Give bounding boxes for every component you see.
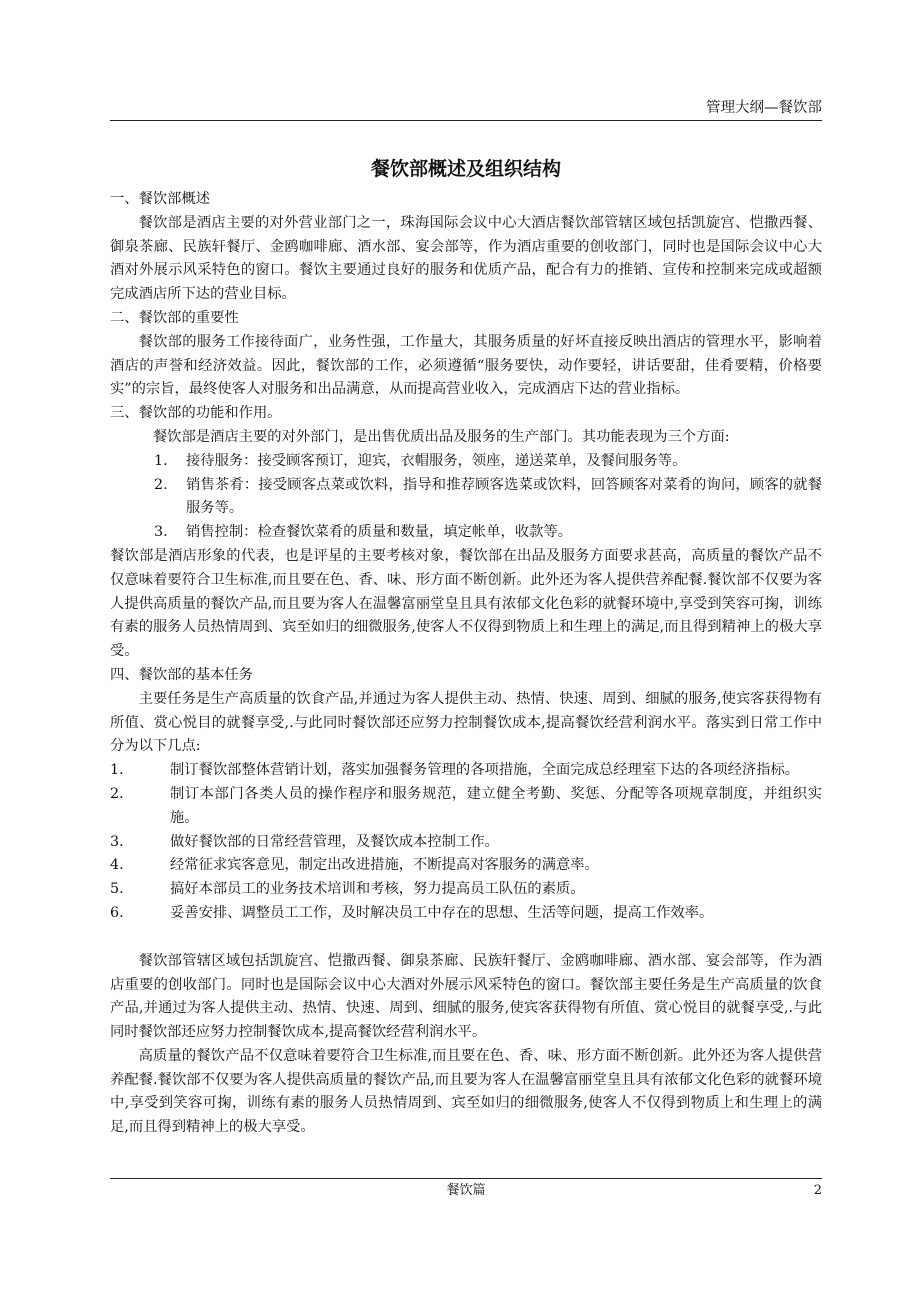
list-text: 销售茶肴：接受顾客点菜或饮料，指导和推荐顾客选菜或饮料，回答顾客对菜肴的询问，顾客的就餐服务等。 xyxy=(186,476,822,517)
section-heading-2: 二、餐饮部的重要性 xyxy=(110,309,239,326)
list-number: 4. xyxy=(110,857,124,874)
list-number: 5. xyxy=(110,881,124,898)
functions-intro: 餐饮部是酒店主要的对外部门，是出售优质出品及服务的生产部门。其功能表现为三个方面: xyxy=(152,428,730,445)
list-text: 制订餐饮部整体营销计划，落实加强餐务管理的各项措施，全面完成总经理室下达的各项经济指标。 xyxy=(170,762,800,779)
task-item xyxy=(110,878,822,902)
section-paragraph-2: 餐饮部的服务工作接待面广，业务性强，工作量大，其服务质量的好坏直接反映出酒店的管理水平，影响着酒店的声誉和经济效益。因此，餐饮部的工作，必须遵循“服务要快，动作要轻，讲话要甜，佳肴要精，价格要实”的宗旨，最终使客人对服务和出品满意，从而提高营业收入，完成酒店下达的营业指标。 xyxy=(110,333,822,398)
function-item xyxy=(110,521,822,545)
function-item xyxy=(110,450,822,474)
paragraph-spacer xyxy=(110,926,822,950)
section-heading-1: 一、餐饮部概述 xyxy=(110,191,211,207)
list-number: 3. xyxy=(110,833,124,850)
list-number: 1. xyxy=(110,762,124,779)
task-item xyxy=(110,854,822,878)
page-footer xyxy=(110,1178,822,1203)
section-heading-4: 四、餐饮部的基本任务 xyxy=(110,666,253,683)
task-item xyxy=(110,783,822,831)
list-text: 搞好本部员工的业务技术培训和考核，努力提高员工队伍的素质。 xyxy=(170,881,585,898)
document-body xyxy=(110,188,822,1140)
section-paragraph-1: 餐饮部是酒店主要的对外营业部门之一，珠海国际会议中心大酒店餐饮部管辖区域包括凯旋宫、恺撒西餐、御泉茶廊、民族轩餐厅、金鸥咖啡廊、酒水部、宴会部等，作为酒店重要的创收部门，同时也是国际会议中心大酒对外展示风采特色的窗口。餐饮主要通过良好的服务和优质产品，配合有力的推销、宣传和控制来完成或超额完成酒店所下达的营业目标。 xyxy=(110,214,822,303)
list-text: 妥善安排、调整员工工作，及时解决员工中存在的思想、生活等问题，提高工作效率。 xyxy=(170,904,714,921)
list-text: 接待服务：接受顾客预订，迎宾，衣帽服务，领座，递送菜单，及餐间服务等。 xyxy=(186,452,687,469)
list-text: 制订本部门各类人员的操作程序和服务规范，建立健全考勤、奖惩、分配等各项规章制度，并组织实施。 xyxy=(170,785,822,826)
section-paragraph-3: 餐饮部是酒店形象的代表，也是评星的主要考核对象，餐饮部在出品及服务方面要求甚高，高质量的餐饮产品不仅意味着要符合卫生标准,而且要在色、香、味、形方面不断创新。此外还为客人提供营养配餐.餐饮部不仅要为客人提供高质量的餐饮产品,而且要为客人在温馨富丽堂皇且具有浓郁文化色彩的就餐环境中,享受到笑容可掬，训练有素的服务人员热情周到、宾至如归的细微服务,使客人不仅得到物质上和生理上的满足,而且得到精神上的极大享受。 xyxy=(110,547,822,660)
task-item xyxy=(110,831,822,855)
section-paragraph-4: 主要任务是生产高质量的饮食产品,并通过为客人提供主动、热情、快速、周到、细腻的服务,使宾客获得物有所值、赏心悦目的就餐享受,.与此同时餐饮部还应努力控制餐饮成本,提高餐饮经营利润水平。落实到日常工作中分为以下几点: xyxy=(110,690,822,755)
summary-paragraph-1: 餐饮部管辖区域包括凯旋宫、恺撒西餐、御泉茶廊、民族轩餐厅、金鸥咖啡廊、酒水部、宴会部等，作为酒店重要的创收部门。同时也是国际会议中心大酒对外展示风采特色的窗口。餐饮部主要任务是生产高质量的饮食产品,并通过为客人提供主动、热情、快速、周到、细腻的服务,使宾客获得物有所值、赏心悦目的就餐享受,.与此同时餐饮部还应努力控制餐饮成本,提高餐饮经营利润水平。 xyxy=(110,952,822,1041)
page-title: 餐饮部概述及组织结构 xyxy=(370,158,561,180)
list-number: 6. xyxy=(110,904,124,921)
list-text: 经常征求宾客意见，制定出改进措施，不断提高对客服务的满意率。 xyxy=(170,857,599,874)
list-number: 2. xyxy=(110,785,124,802)
page-number: 2 xyxy=(813,1183,822,1198)
task-item xyxy=(110,902,822,926)
task-item xyxy=(110,759,822,783)
list-number: 1. xyxy=(154,452,168,469)
summary-paragraph-2: 高质量的餐饮产品不仅意味着要符合卫生标准,而且要在色、香、味、形方面不断创新。此外还为客人提供营养配餐.餐饮部不仅要为客人提供高质量的餐饮产品,而且要为客人在温馨富丽堂皇且具有浓郁文化色彩的就餐环境中,享受到笑容可掬，训练有素的服务人员热情周到、宾至如归的细微服务,使客人不仅得到物质上和生理上的满足,而且得到精神上的极大享受。 xyxy=(110,1047,822,1136)
footer-section-name: 餐饮篇 xyxy=(446,1183,486,1198)
list-text: 做好餐饮部的日常经营管理，及餐饮成本控制工作。 xyxy=(170,833,499,850)
list-number: 2. xyxy=(154,476,168,493)
list-number: 3. xyxy=(154,524,168,541)
function-item xyxy=(110,474,822,522)
page-header: 管理大纲—餐饮部 xyxy=(110,96,822,121)
section-heading-3: 三、餐饮部的功能和作用。 xyxy=(110,405,282,422)
list-text: 销售控制：检查餐饮菜肴的质量和数量，填定帐单，收款等。 xyxy=(186,524,573,541)
